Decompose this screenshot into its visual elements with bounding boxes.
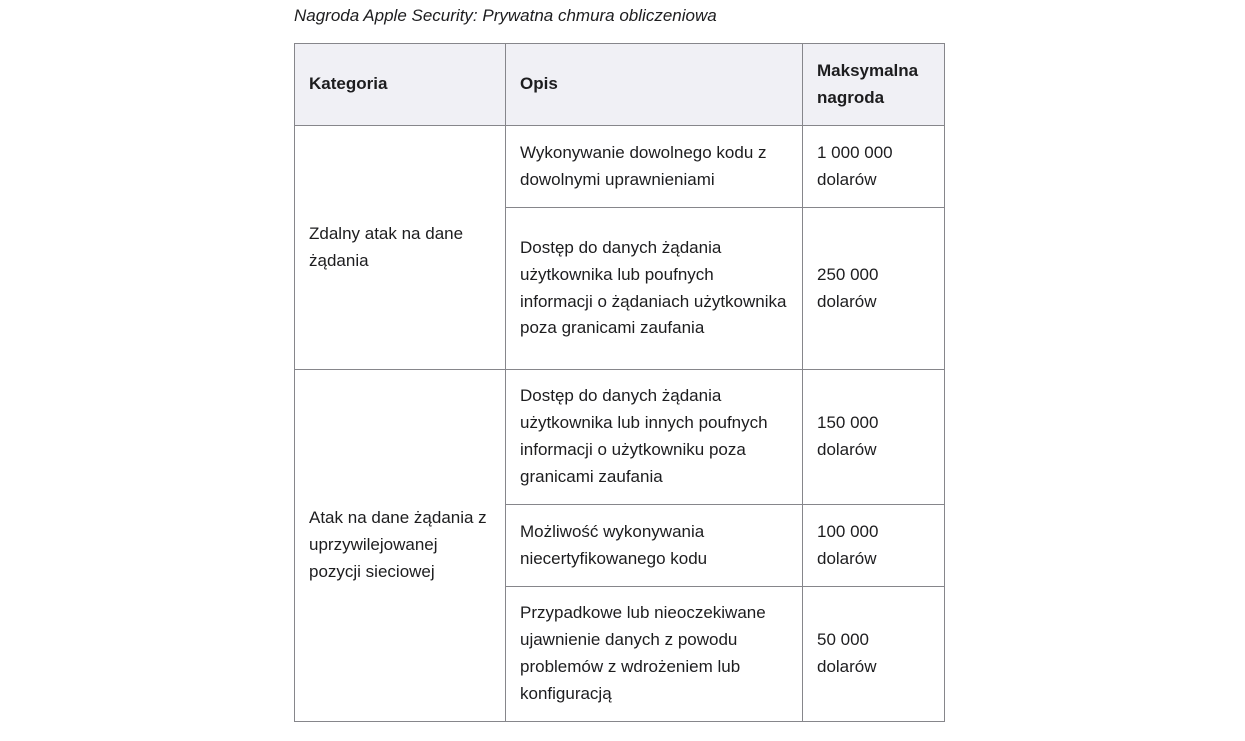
header-category: Kategoria bbox=[295, 44, 506, 126]
reward-cell: 250 000 dolarów bbox=[803, 208, 945, 370]
header-description: Opis bbox=[506, 44, 803, 126]
category-cell: Zdalny atak na dane żądania bbox=[295, 126, 506, 370]
table-row bbox=[295, 370, 945, 505]
description-cell: Wykonywanie dowolnego kodu z dowolnymi uprawnieniami bbox=[506, 126, 803, 208]
description-cell: Dostęp do danych żądania użytkownika lub innych poufnych informacji o użytkowniku poza granicami zaufania bbox=[506, 370, 803, 505]
reward-cell: 1 000 000 dolarów bbox=[803, 126, 945, 208]
reward-cell: 150 000 dolarów bbox=[803, 370, 945, 505]
reward-cell: 50 000 dolarów bbox=[803, 587, 945, 722]
category-cell: Atak na dane żądania z uprzywilejowanej pozycji sieciowej bbox=[295, 370, 506, 722]
description-cell: Przypadkowe lub nieoczekiwane ujawnienie danych z powodu problemów z wdrożeniem lub konfiguracją bbox=[506, 587, 803, 722]
table-caption: Nagroda Apple Security: Prywatna chmura obliczeniowa bbox=[294, 6, 717, 25]
description-cell: Dostęp do danych żądania użytkownika lub poufnych informacji o żądaniach użytkownika poza granicami zaufania bbox=[506, 208, 803, 370]
header-max-reward: Maksymalna nagroda bbox=[803, 44, 945, 126]
table-header-row bbox=[295, 44, 945, 126]
reward-cell: 100 000 dolarów bbox=[803, 505, 945, 587]
table-row bbox=[295, 126, 945, 208]
bounty-table bbox=[294, 43, 945, 722]
description-cell: Możliwość wykonywania niecertyfikowanego kodu bbox=[506, 505, 803, 587]
